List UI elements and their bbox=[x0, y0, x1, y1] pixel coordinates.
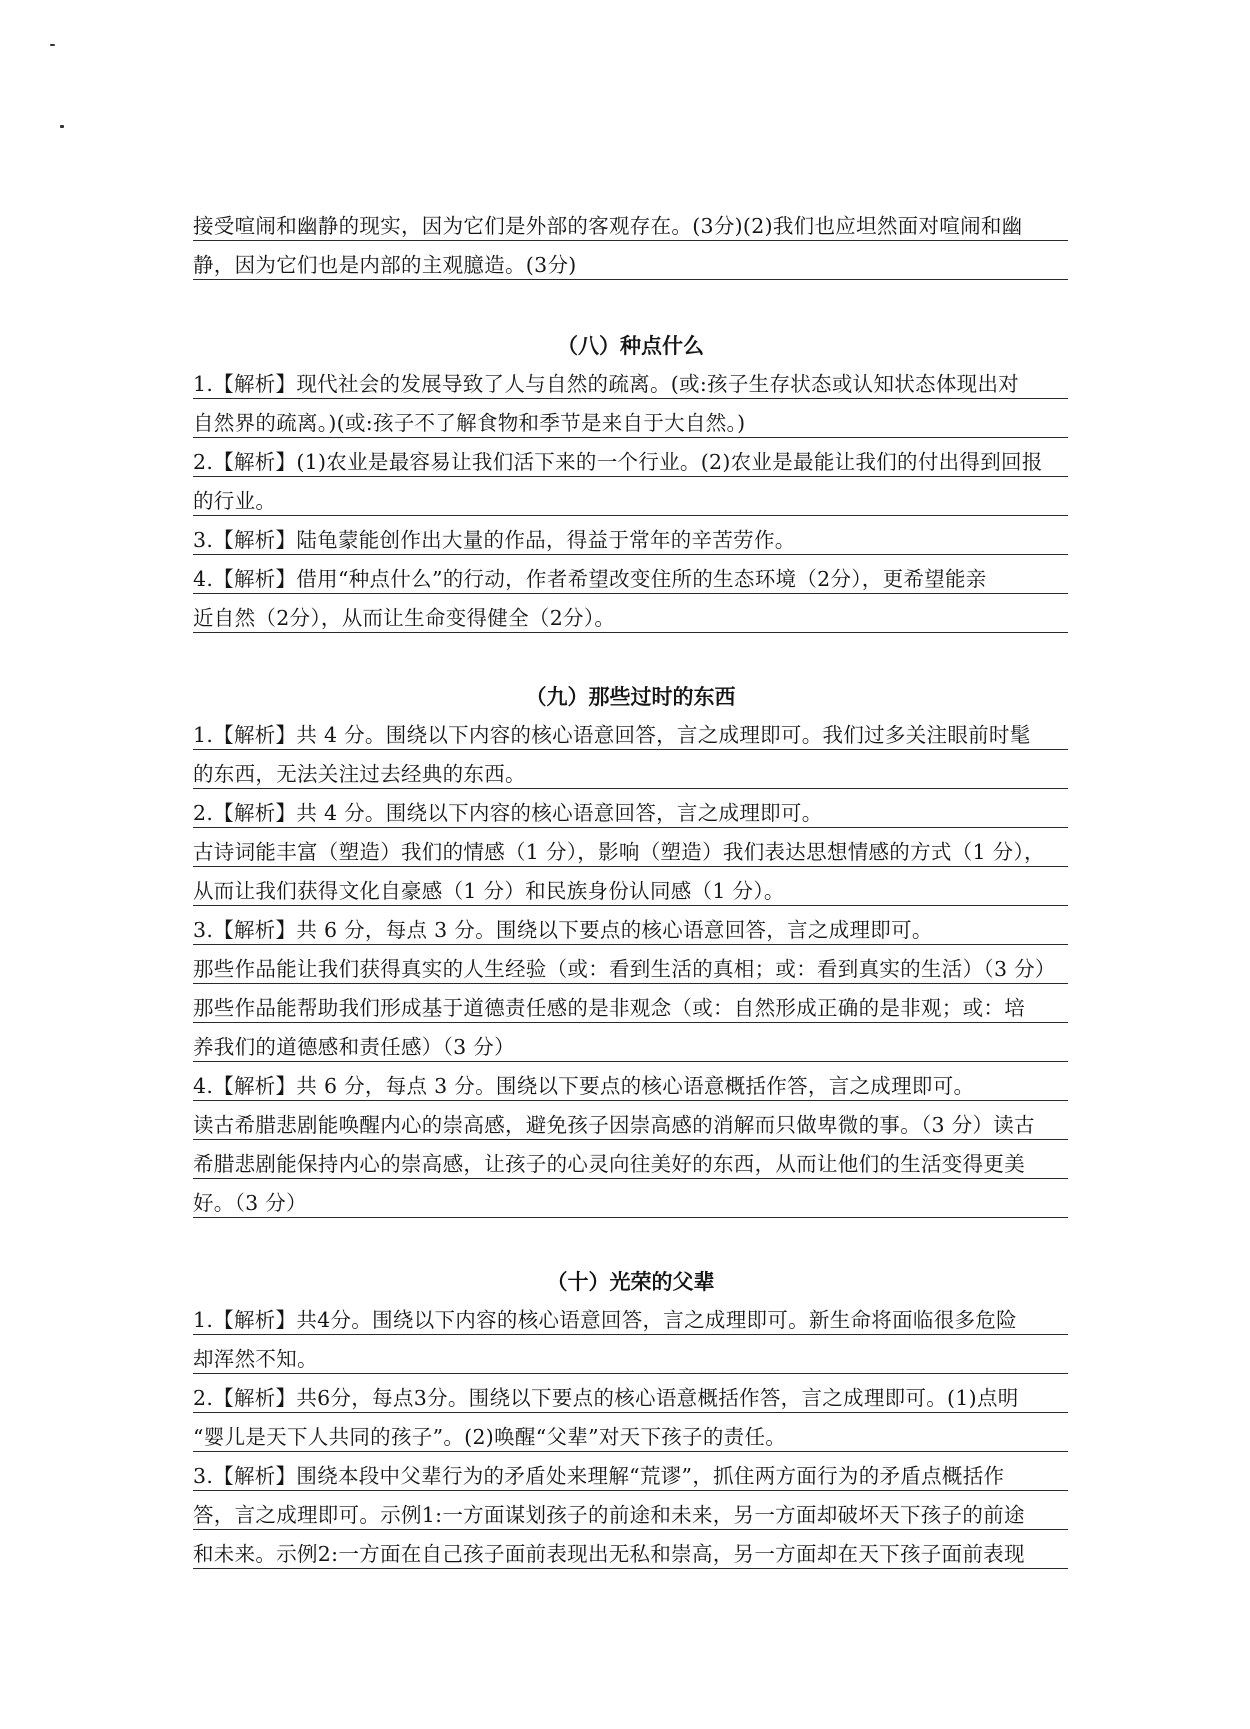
answer-line: 养我们的道德感和责任感）（3 分） bbox=[193, 1033, 1068, 1062]
answer-line: “婴儿是天下人共同的孩子”。(2)唤醒“父辈”对天下孩子的责任。 bbox=[193, 1423, 1068, 1452]
answer-line: 希腊悲剧能保持内心的崇高感，让孩子的心灵向往美好的东西，从而让他们的生活变得更美 bbox=[193, 1150, 1068, 1179]
answer-line: 接受喧闹和幽静的现实，因为它们是外部的客观存在。(3分)(2)我们也应坦然面对喧闹和幽 bbox=[193, 212, 1068, 241]
answer-line: 和未来。示例2:一方面在自己孩子面前表现出无私和崇高，另一方面却在天下孩子面前表现 bbox=[193, 1540, 1068, 1569]
answer-line: 读古希腊悲剧能唤醒内心的崇高感，避免孩子因崇高感的消解而只做卑微的事。（3 分）读古 bbox=[193, 1111, 1068, 1140]
answer-line: 1.【解析】共4分。围绕以下内容的核心语意回答，言之成理即可。新生命将面临很多危险 bbox=[193, 1306, 1068, 1335]
answer-line: 2.【解析】共6分，每点3分。围绕以下要点的核心语意概括作答，言之成理即可。(1)点明 bbox=[193, 1384, 1068, 1413]
answer-line: 2.【解析】(1)农业是最容易让我们活下来的一个行业。(2)农业是最能让我们的付出得到回报 bbox=[193, 448, 1068, 477]
answer-line: 从而让我们获得文化自豪感（1 分）和民族身份认同感（1 分）。 bbox=[193, 877, 1068, 906]
answer-line: 3.【解析】陆龟蒙能创作出大量的作品，得益于常年的辛苦劳作。 bbox=[193, 526, 1068, 555]
section-body bbox=[193, 370, 1068, 633]
section-title: （九）那些过时的东西 bbox=[525, 685, 736, 709]
scan-mark bbox=[50, 44, 55, 46]
answer-line: 4.【解析】共 6 分，每点 3 分。围绕以下要点的核心语意概括作答，言之成理即可。 bbox=[193, 1072, 1068, 1101]
answer-line: 自然界的疏离。)(或:孩子不了解食物和季节是来自于大自然。) bbox=[193, 409, 1068, 438]
answer-line: 1.【解析】现代社会的发展导致了人与自然的疏离。(或:孩子生存状态或认知状态体现出对 bbox=[193, 370, 1068, 399]
answer-line: 3.【解析】围绕本段中父辈行为的矛盾处来理解“荒谬”，抓住两方面行为的矛盾点概括作 bbox=[193, 1462, 1068, 1491]
answer-line: 3.【解析】共 6 分，每点 3 分。围绕以下要点的核心语意回答，言之成理即可。 bbox=[193, 916, 1068, 945]
answer-line: 1.【解析】共 4 分。围绕以下内容的核心语意回答，言之成理即可。我们过多关注眼前时髦 bbox=[193, 721, 1068, 750]
section-body bbox=[193, 721, 1068, 1218]
answer-line: 好。（3 分） bbox=[193, 1189, 1068, 1218]
answer-line: 却浑然不知。 bbox=[193, 1345, 1068, 1374]
answer-line: 答，言之成理即可。示例1:一方面谋划孩子的前途和未来，另一方面却破坏天下孩子的前途 bbox=[193, 1501, 1068, 1530]
answer-line: 的行业。 bbox=[193, 487, 1068, 516]
section-body bbox=[193, 1306, 1068, 1569]
section-title: （十）光荣的父辈 bbox=[546, 1270, 715, 1294]
answer-line: 静，因为它们也是内部的主观臆造。(3分) bbox=[193, 251, 1068, 280]
answer-line: 那些作品能让我们获得真实的人生经验（或：看到生活的真相；或：看到真实的生活）（3 分） bbox=[193, 955, 1068, 984]
intro-block bbox=[193, 212, 1068, 280]
answer-line: 近自然（2分），从而让生命变得健全（2分）。 bbox=[193, 604, 1068, 633]
answer-line: 古诗词能丰富（塑造）我们的情感（1 分），影响（塑造）我们表达思想情感的方式（1 分）， bbox=[193, 838, 1068, 867]
answer-line: 2.【解析】共 4 分。围绕以下内容的核心语意回答，言之成理即可。 bbox=[193, 799, 1068, 828]
answer-line: 那些作品能帮助我们形成基于道德责任感的是非观念（或：自然形成正确的是非观；或：培 bbox=[193, 994, 1068, 1023]
scan-mark bbox=[60, 125, 64, 128]
answer-content bbox=[193, 212, 1068, 1579]
answer-line: 的东西，无法关注过去经典的东西。 bbox=[193, 760, 1068, 789]
answer-line: 4.【解析】借用“种点什么”的行动，作者希望改变住所的生态环境（2分），更希望能亲 bbox=[193, 565, 1068, 594]
section-title: （八）种点什么 bbox=[557, 334, 704, 358]
